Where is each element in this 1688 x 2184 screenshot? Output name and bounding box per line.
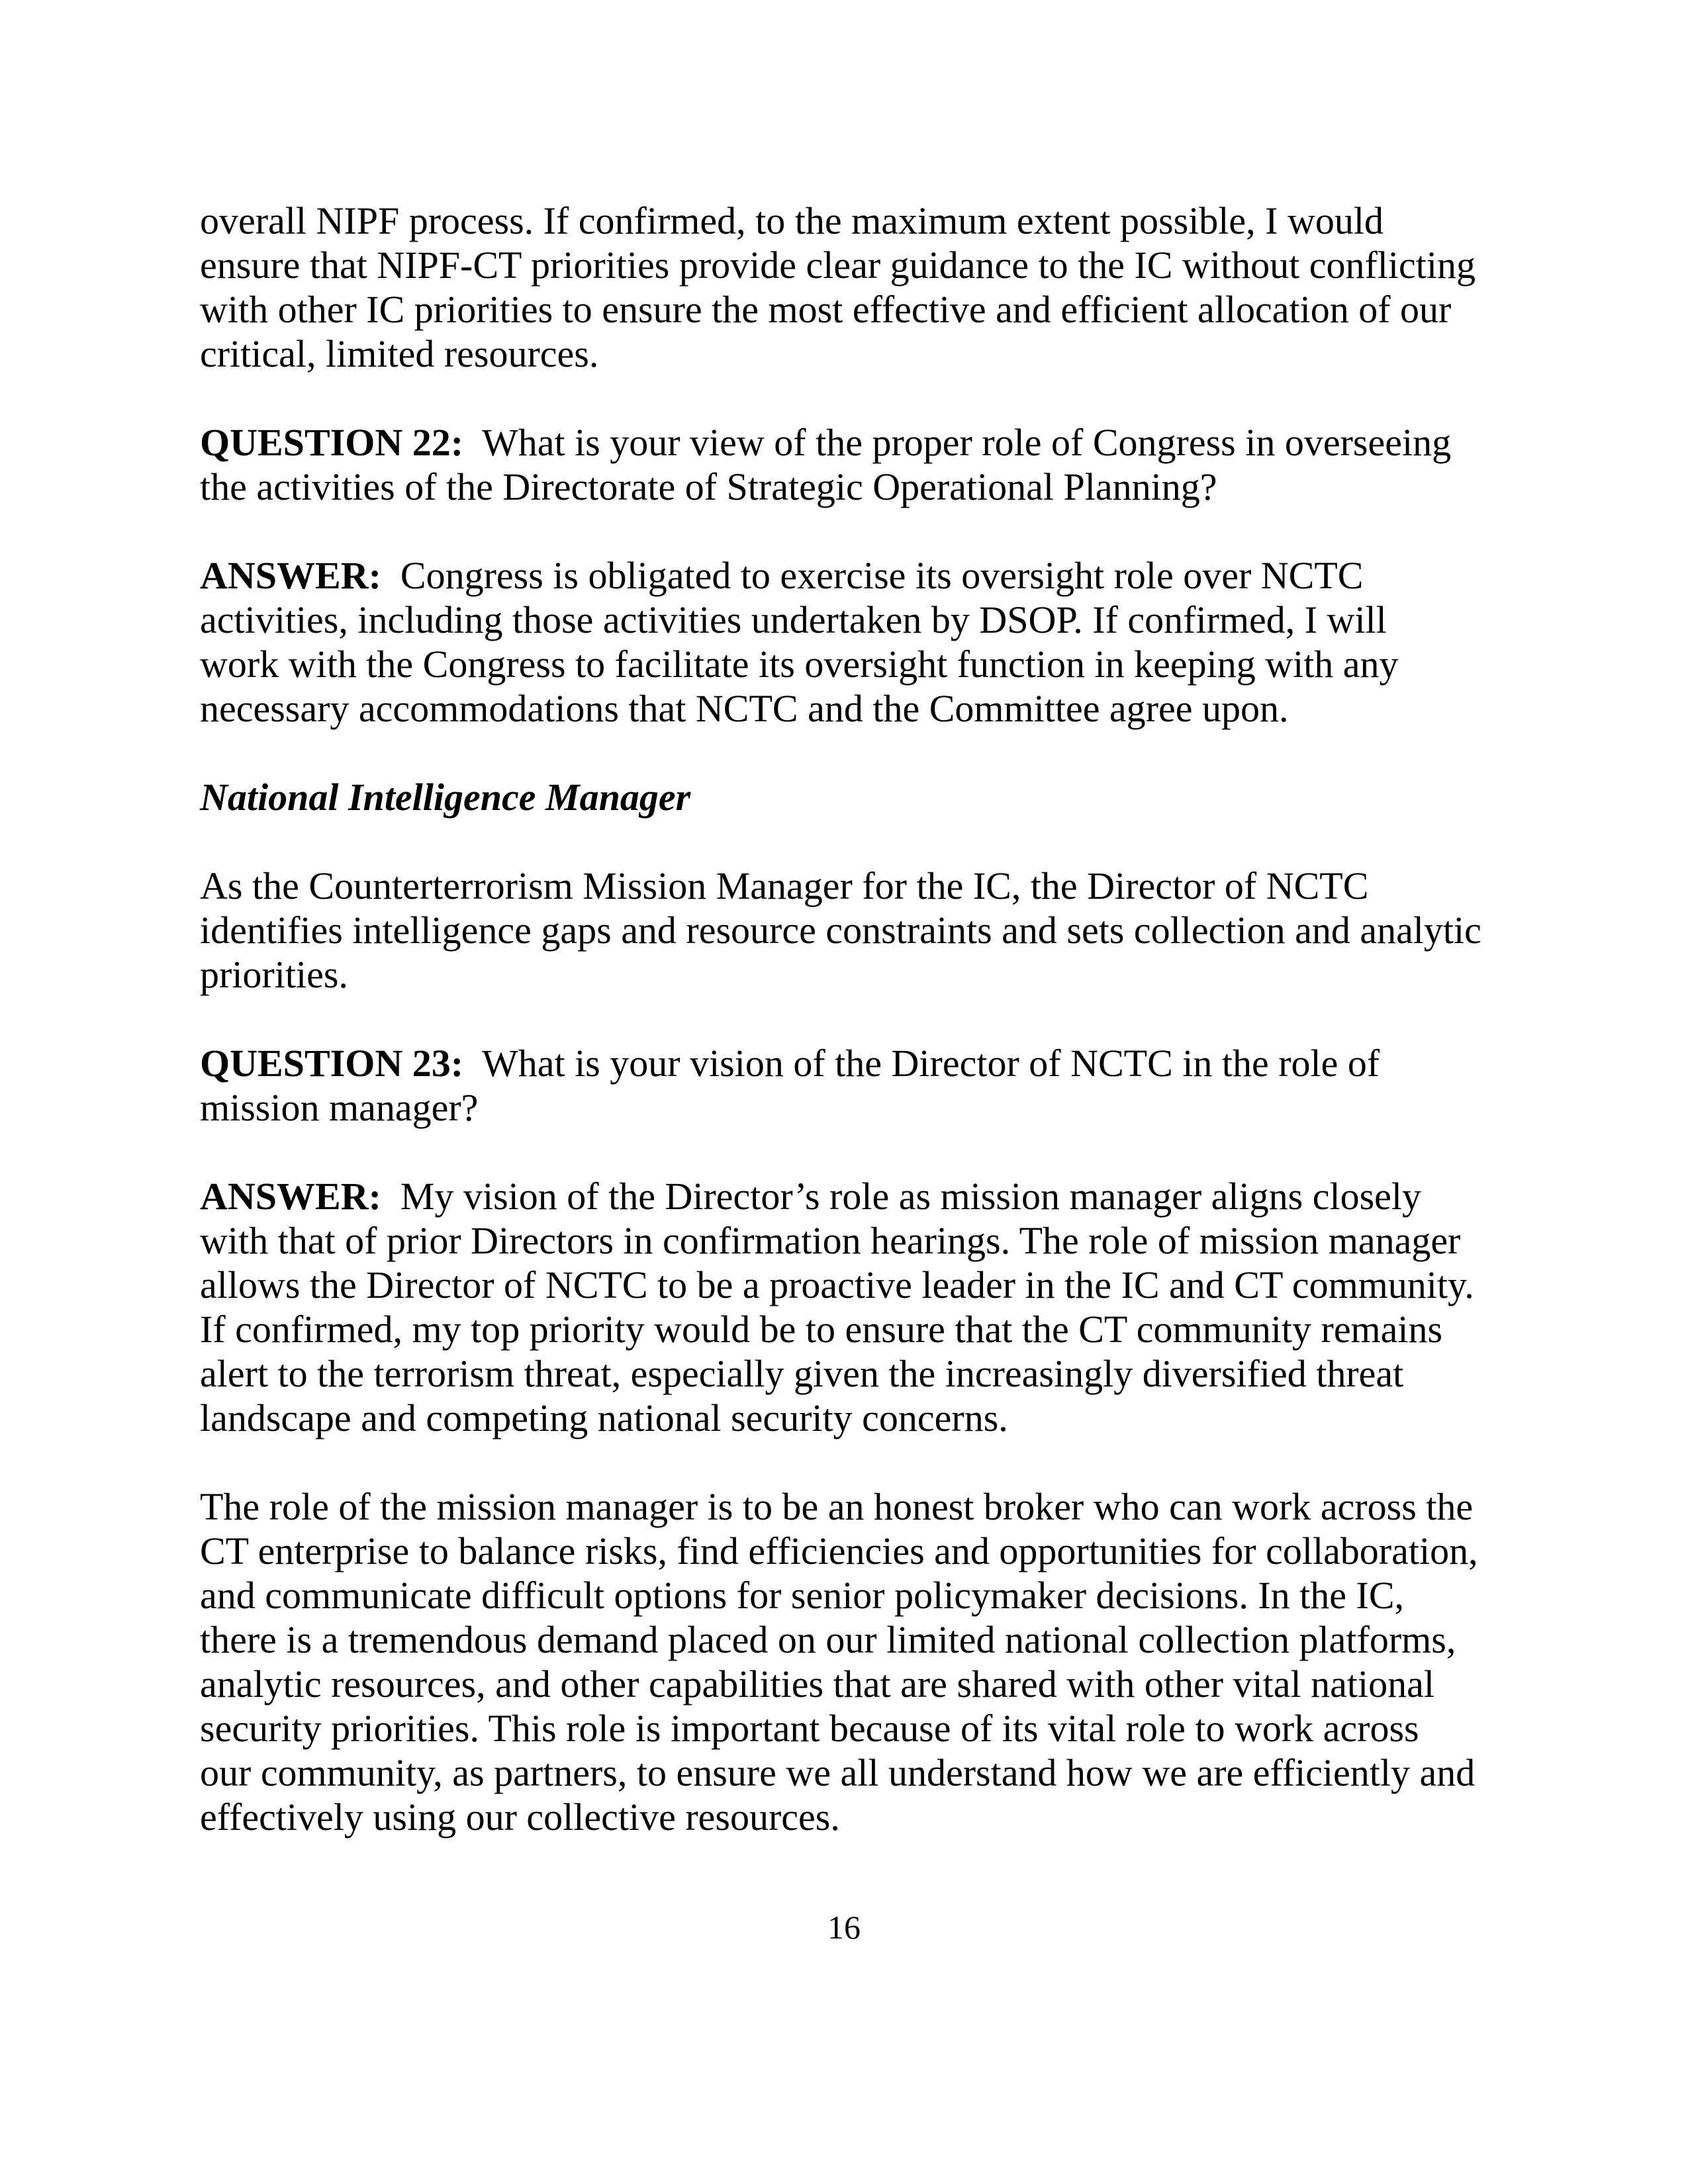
text-line: activities, including those activities undertaken by DSOP. If confirmed, I will — [200, 598, 1387, 641]
text-line: The role of the mission manager is to be an honest broker who can work across the — [200, 1485, 1474, 1528]
answer-22-paragraph — [200, 553, 1497, 731]
intro-paragraph — [200, 864, 1497, 997]
text-line: ensure that NIPF-CT priorities provide clear guidance to the IC without conflicting — [200, 244, 1476, 287]
text-line: As the Counterterrorism Mission Manager for the IC, the Director of NCTC — [200, 864, 1369, 907]
page-body — [200, 199, 1497, 1884]
text-line: overall NIPF process. If confirmed, to the maximum extent possible, I would — [200, 199, 1383, 242]
text-line: If confirmed, my top priority would be to ensure that the CT community remains — [200, 1308, 1443, 1351]
text-line: security priorities. This role is important because of its vital role to work across — [200, 1707, 1419, 1750]
text-line: identifies intelligence gaps and resource constraints and sets collection and analytic — [200, 909, 1481, 952]
page-number: 16 — [827, 1909, 861, 1946]
text-line: there is a tremendous demand placed on our limited national collection platforms, — [200, 1618, 1456, 1661]
text-line: CT enterprise to balance risks, find efficiencies and opportunities for collaboration, — [200, 1529, 1478, 1572]
text-line: allows the Director of NCTC to be a proactive leader in the IC and CT community. — [200, 1263, 1474, 1306]
text-line: critical, limited resources. — [200, 332, 599, 375]
answer-23-text: My vision of the Director’s role as mission manager aligns closely — [381, 1175, 1421, 1218]
text-line: our community, as partners, to ensure we all understand how we are efficiently and — [200, 1751, 1476, 1794]
question-22-label: QUESTION 22: — [200, 421, 464, 464]
answer-22-text: Congress is obligated to exercise its oversight role over NCTC — [381, 554, 1364, 597]
section-heading: National Intelligence Manager — [200, 776, 691, 819]
text-line: the activities of the Directorate of Strategic Operational Planning? — [200, 465, 1217, 508]
text-line: mission manager? — [200, 1086, 479, 1129]
text-line — [200, 1041, 1497, 1085]
mission-manager-role-paragraph — [200, 1484, 1497, 1839]
text-line: alert to the terrorism threat, especially given the increasingly diversified threat — [200, 1352, 1404, 1395]
question-23-paragraph — [200, 1041, 1497, 1130]
text-line: work with the Congress to facilitate its oversight function in keeping with any — [200, 643, 1399, 686]
question-23-text: What is your vision of the Director of NCTC in the role of — [463, 1042, 1380, 1085]
text-line — [200, 420, 1497, 465]
question-23-label: QUESTION 23: — [200, 1042, 464, 1085]
text-line — [200, 553, 1497, 598]
text-line: necessary accommodations that NCTC and the Committee agree upon. — [200, 687, 1289, 730]
answer-23-paragraph — [200, 1174, 1497, 1440]
text-line: with that of prior Directors in confirmation hearings. The role of mission manager — [200, 1219, 1461, 1262]
question-22-text: What is your view of the proper role of Congress in overseeing — [463, 421, 1452, 464]
text-line: landscape and competing national security concerns. — [200, 1396, 1008, 1439]
text-line: priorities. — [200, 953, 348, 996]
text-line: effectively using our collective resources. — [200, 1796, 840, 1839]
text-line: analytic resources, and other capabilities that are shared with other vital national — [200, 1662, 1434, 1706]
question-22-paragraph — [200, 420, 1497, 509]
text-line: with other IC priorities to ensure the most effective and efficient allocation of our — [200, 288, 1452, 331]
answer-23-label: ANSWER: — [200, 1175, 381, 1218]
continuation-paragraph — [200, 199, 1497, 376]
text-line: and communicate difficult options for senior policymaker decisions. In the IC, — [200, 1574, 1405, 1617]
text-line — [200, 1174, 1497, 1218]
answer-22-label: ANSWER: — [200, 554, 381, 597]
